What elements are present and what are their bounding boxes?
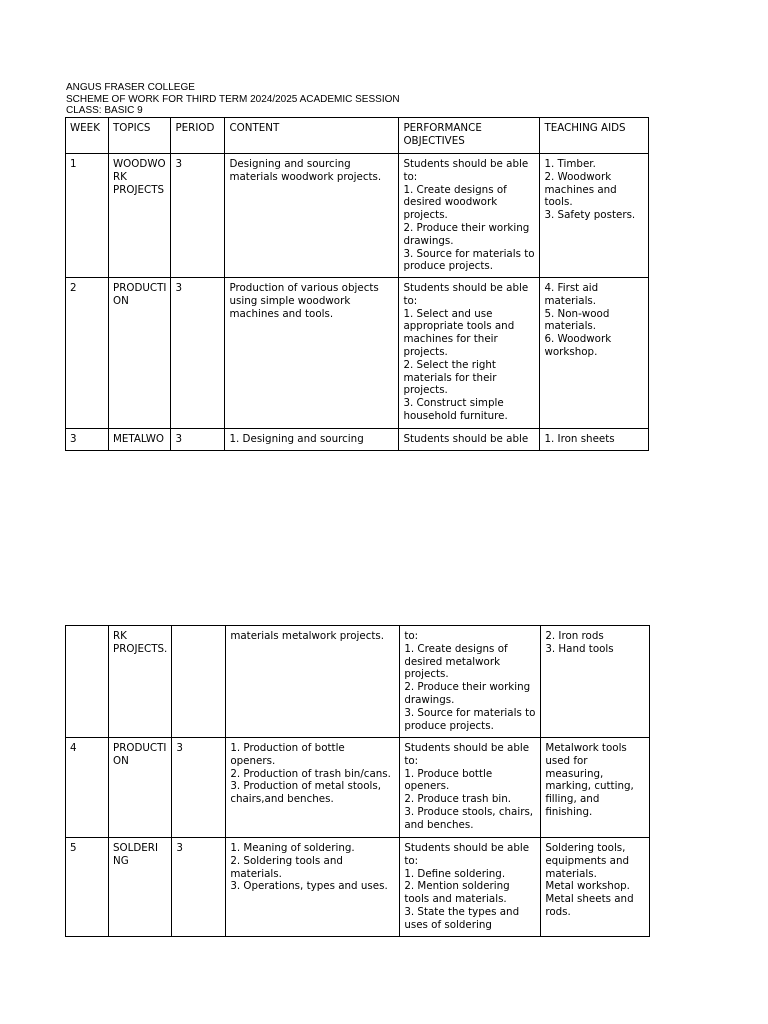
cell-period: 3 xyxy=(171,278,225,429)
table-row xyxy=(66,429,649,451)
cell-topic: PRODUCTI ON xyxy=(109,738,172,838)
cell-week: 5 xyxy=(66,838,109,937)
header-objectives: PERFORMANCE OBJECTIVES xyxy=(399,118,540,154)
cell-objectives: Students should be able to: 1. Define soldering. 2. Mention soldering tools and materials. 3. State the types and uses of soldering xyxy=(400,838,541,937)
cell-week: 4 xyxy=(66,738,109,838)
class-label: CLASS: BASIC 9 xyxy=(66,105,143,116)
table-header-row xyxy=(66,118,649,154)
document-header xyxy=(66,82,400,117)
table-row xyxy=(66,278,649,429)
cell-period: 3 xyxy=(171,154,225,278)
cell-week: 2 xyxy=(66,278,109,429)
cell-period: 3 xyxy=(172,838,226,937)
cell-week: 3 xyxy=(66,429,109,451)
cell-period xyxy=(172,626,226,738)
scheme-table-page-2 xyxy=(65,625,650,937)
cell-objectives: Students should be able xyxy=(399,429,540,451)
cell-week: 1 xyxy=(66,154,109,278)
header-period: PERIOD xyxy=(171,118,225,154)
cell-objectives: Students should be able to: 1. Select and use appropriate tools and machines for their projects. 2. Select the right materials for their projects. 3. Construct simple household furniture. xyxy=(399,278,540,429)
school-name: ANGUS FRASER COLLEGE xyxy=(66,82,195,93)
cell-teaching-aids: Metalwork tools used for measuring, marking, cutting, filling, and finishing. xyxy=(541,738,650,838)
table-row xyxy=(66,738,650,838)
table-row xyxy=(66,154,649,278)
cell-topic: WOODWO RK PROJECTS xyxy=(109,154,171,278)
cell-content: Designing and sourcing materials woodwork projects. xyxy=(225,154,399,278)
header-teaching-aids: TEACHING AIDS xyxy=(540,118,649,154)
cell-teaching-aids: 2. Iron rods 3. Hand tools xyxy=(541,626,650,738)
table-row xyxy=(66,626,650,738)
scheme-table-page-1 xyxy=(65,117,649,451)
cell-topic: PRODUCTI ON xyxy=(109,278,171,429)
cell-teaching-aids: 1. Timber. 2. Woodwork machines and tools. 3. Safety posters. xyxy=(540,154,649,278)
table-row xyxy=(66,838,650,937)
cell-content: 1. Meaning of soldering. 2. Soldering tools and materials. 3. Operations, types and uses. xyxy=(226,838,400,937)
cell-content: 1. Designing and sourcing xyxy=(225,429,399,451)
cell-content: 1. Production of bottle openers. 2. Production of trash bin/cans. 3. Production of metal stools, chairs,and benches. xyxy=(226,738,400,838)
cell-topic: METALWO xyxy=(109,429,171,451)
cell-objectives: to: 1. Create designs of desired metalwork projects. 2. Produce their working drawings. 3. Source for materials to produce projects. xyxy=(400,626,541,738)
cell-period: 3 xyxy=(172,738,226,838)
cell-objectives: Students should be able to: 1. Create designs of desired woodwork projects. 2. Produce their working drawings. 3. Source for materials to produce projects. xyxy=(399,154,540,278)
cell-content: materials metalwork projects. xyxy=(226,626,400,738)
cell-teaching-aids: 4. First aid materials. 5. Non-wood materials. 6. Woodwork workshop. xyxy=(540,278,649,429)
header-topics: TOPICS xyxy=(109,118,171,154)
cell-objectives: Students should be able to: 1. Produce bottle openers. 2. Produce trash bin. 3. Produce stools, chairs, and benches. xyxy=(400,738,541,838)
cell-content: Production of various objects using simple woodwork machines and tools. xyxy=(225,278,399,429)
cell-teaching-aids: Soldering tools, equipments and materials. Metal workshop. Metal sheets and rods. xyxy=(541,838,650,937)
header-week: WEEK xyxy=(66,118,109,154)
cell-week xyxy=(66,626,109,738)
cell-topic: RK PROJECTS. xyxy=(109,626,172,738)
cell-topic: SOLDERI NG xyxy=(109,838,172,937)
cell-teaching-aids: 1. Iron sheets xyxy=(540,429,649,451)
scheme-title: SCHEME OF WORK FOR THIRD TERM 2024/2025 ACADEMIC SESSION xyxy=(66,93,400,105)
header-content: CONTENT xyxy=(225,118,399,154)
cell-period: 3 xyxy=(171,429,225,451)
